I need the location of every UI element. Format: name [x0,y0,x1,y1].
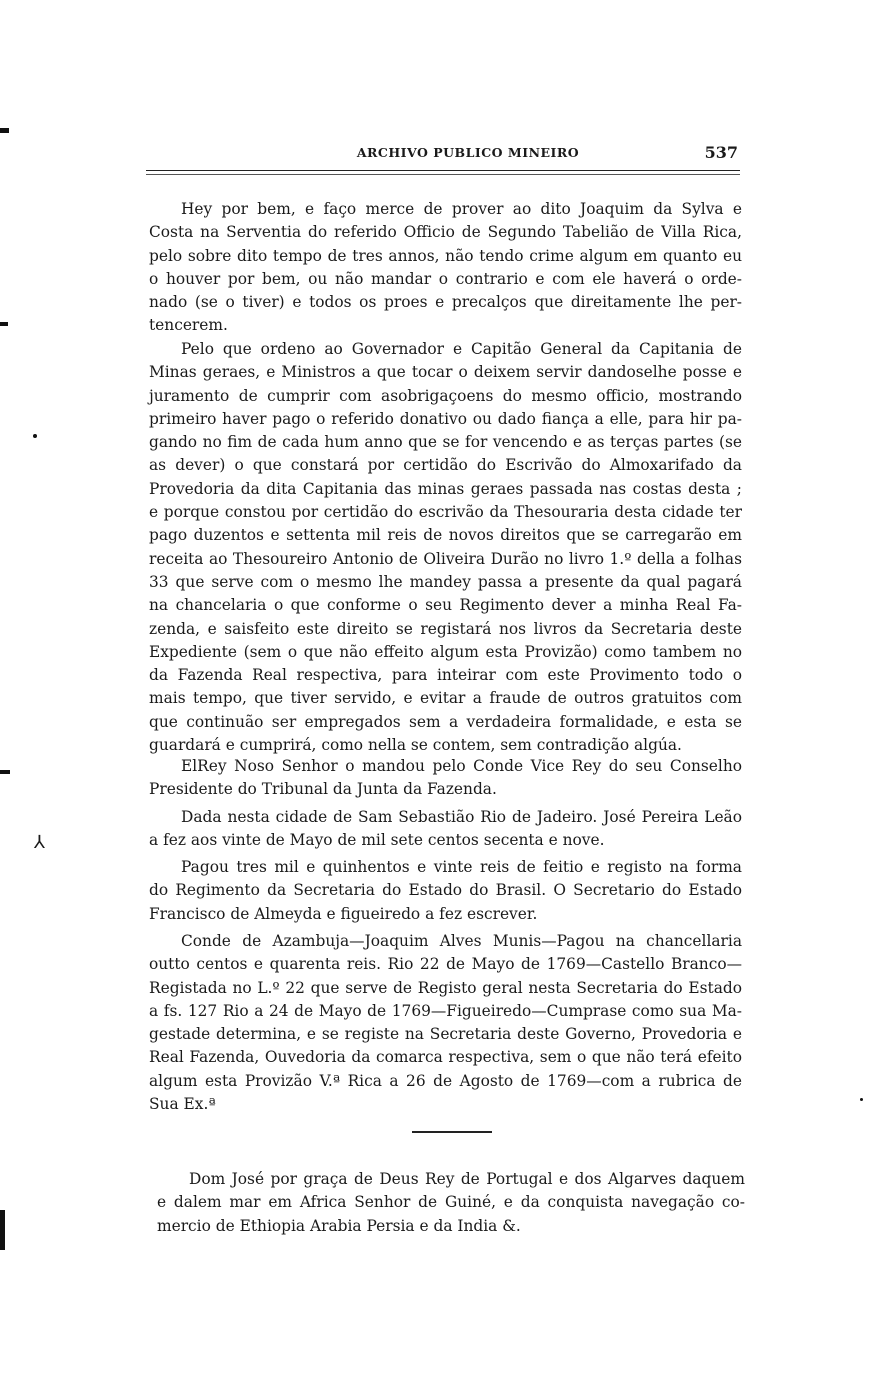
paragraph [149,755,742,802]
text-line: juramento de cumprir com asobrigaçoens do mesmo officio, mostrando [149,386,742,405]
margin-mark [0,322,8,326]
text-line: algum esta Provizão V.ª Rica a 26 de Agosto de 1769—com a rubrica de [149,1071,742,1090]
text-line: nado (se o tiver) e todos os proes e precalços que direitamente lhe per- [149,293,742,312]
margin-mark [33,434,37,438]
text-line: Dom José por graça de Deus Rey de Portugal e dos Algarves daquem [189,1170,745,1188]
text-line: primeiro haver pago o referido donativo ou dado fiança a elle, para hir pa- [149,409,742,428]
text-line: mais tempo, que tiver servido, e evitar a fraude de outros gratuitos com [149,689,742,708]
text-line: Francisco de Almeyda e figueiredo a fez escrever. [149,904,538,923]
paragraph [149,338,742,757]
paragraph [149,198,742,338]
paragraph [157,1168,745,1238]
text-line: 33 que serve com o mesmo lhe mandey passa a presente da qual pagará [149,572,742,591]
text-line: da Fazenda Real respectiva, para inteirar com este Provimento todo o [149,666,742,685]
page-number: 537 [704,143,738,162]
text-line: e porque constou por certidão do escrivão da Thesouraria desta cidade ter [149,503,742,522]
text-line: gando no fim de cada hum anno que se for vencendo e as terças partes (se [149,433,742,452]
text-line: as dever) o que constará por certidão do Escrivão do Almoxarifado da [149,456,742,475]
text-line: pelo sobre dito tempo de tres annos, não tendo crime algum em quanto eu [149,246,742,265]
margin-mark [0,1210,5,1250]
text-line: gestade determina, e se registe na Secretaria deste Governo, Provedoria e [149,1025,742,1044]
text-line: Registada no L.º 22 que serve de Registo geral nesta Secretaria do Estado [149,978,742,997]
text-line: a fs. 127 Rio a 24 de Mayo de 1769—Figueiredo—Cumprase como sua Ma- [149,1001,742,1020]
paragraph [149,856,742,926]
margin-mark [860,1098,863,1101]
text-line: pago duzentos e settenta mil reis de novos direitos que se carregarão em [149,526,742,545]
text-line: mercio de Ethiopia Arabia Persia e da India &. [157,1216,521,1235]
section-separator [412,1131,492,1133]
text-line: a fez aos vinte de Mayo de mil sete centos secenta e nove. [149,831,605,850]
text-line: Sua Ex.ª [149,1095,216,1114]
text-line: receita ao Thesoureiro Antonio de Oliveira Durão no livro 1.º della a folhas [149,549,742,568]
text-line: Expediente (sem o que não effeito algum esta Provizão) como tambem no [149,642,742,661]
text-line: Real Fazenda, Ouvedoria da comarca respectiva, sem o que não terá efeito [149,1048,742,1067]
text-line: Presidente do Tribunal da Junta da Fazenda. [149,780,497,799]
margin-glyph: ⅄ [34,832,45,853]
margin-mark [0,770,10,774]
header-rule [146,170,740,171]
text-line: Conde de Azambuja—Joaquim Alves Munis—Pagou na chancellaria [181,932,742,950]
text-line: do Regimento da Secretaria do Estado do Brasil. O Secretario do Estado [149,881,742,900]
paragraph [149,930,742,1116]
text-line: guardará e cumprirá, como nella se contem, sem contradição algúa. [149,736,682,755]
text-line: Pelo que ordeno ao Governador e Capitão General da Capitania de [181,340,742,358]
text-line: ElRey Noso Senhor o mandou pelo Conde Vice Rey do seu Conselho [181,757,742,775]
text-line: Dada nesta cidade de Sam Sebastião Rio de Jadeiro. José Pereira Leão [181,808,742,826]
paragraph [149,806,742,853]
text-line: zenda, e saisfeito este direito se registará nos livros da Secretaria deste [149,619,742,638]
text-line: outto centos e quarenta reis. Rio 22 de Mayo de 1769—Castello Branco— [149,955,742,974]
text-line: Provedoria da dita Capitania das minas geraes passada nas costas desta ; [149,479,742,498]
header-rule [146,174,740,175]
text-line: e dalem mar em Africa Senhor de Guiné, e da conquista navegação co- [157,1193,745,1212]
text-line: Hey por bem, e faço merce de prover ao dito Joaquim da Sylva e [181,200,742,218]
text-line: na chancelaria o que conforme o seu Regimento dever a minha Real Fa- [149,596,742,615]
text-line: tencerem. [149,316,228,335]
text-line: Pagou tres mil e quinhentos e vinte reis de feitio e registo na forma [181,858,742,876]
text-line: Minas geraes, e Ministros a que tocar o deixem servir dandoselhe posse e [149,363,742,382]
text-line: que continuão ser empregados sem a verdadeira formalidade, e esta se [149,712,742,731]
text-line: Costa na Serventia do referido Officio de Segundo Tabelião de Villa Rica, [149,223,742,242]
text-line: o houver por bem, ou não mandar o contrario e com ele haverá o orde- [149,269,742,288]
running-head [150,143,746,165]
margin-mark [0,128,9,133]
running-title: ARCHIVO PUBLICO MINEIRO [356,145,580,160]
